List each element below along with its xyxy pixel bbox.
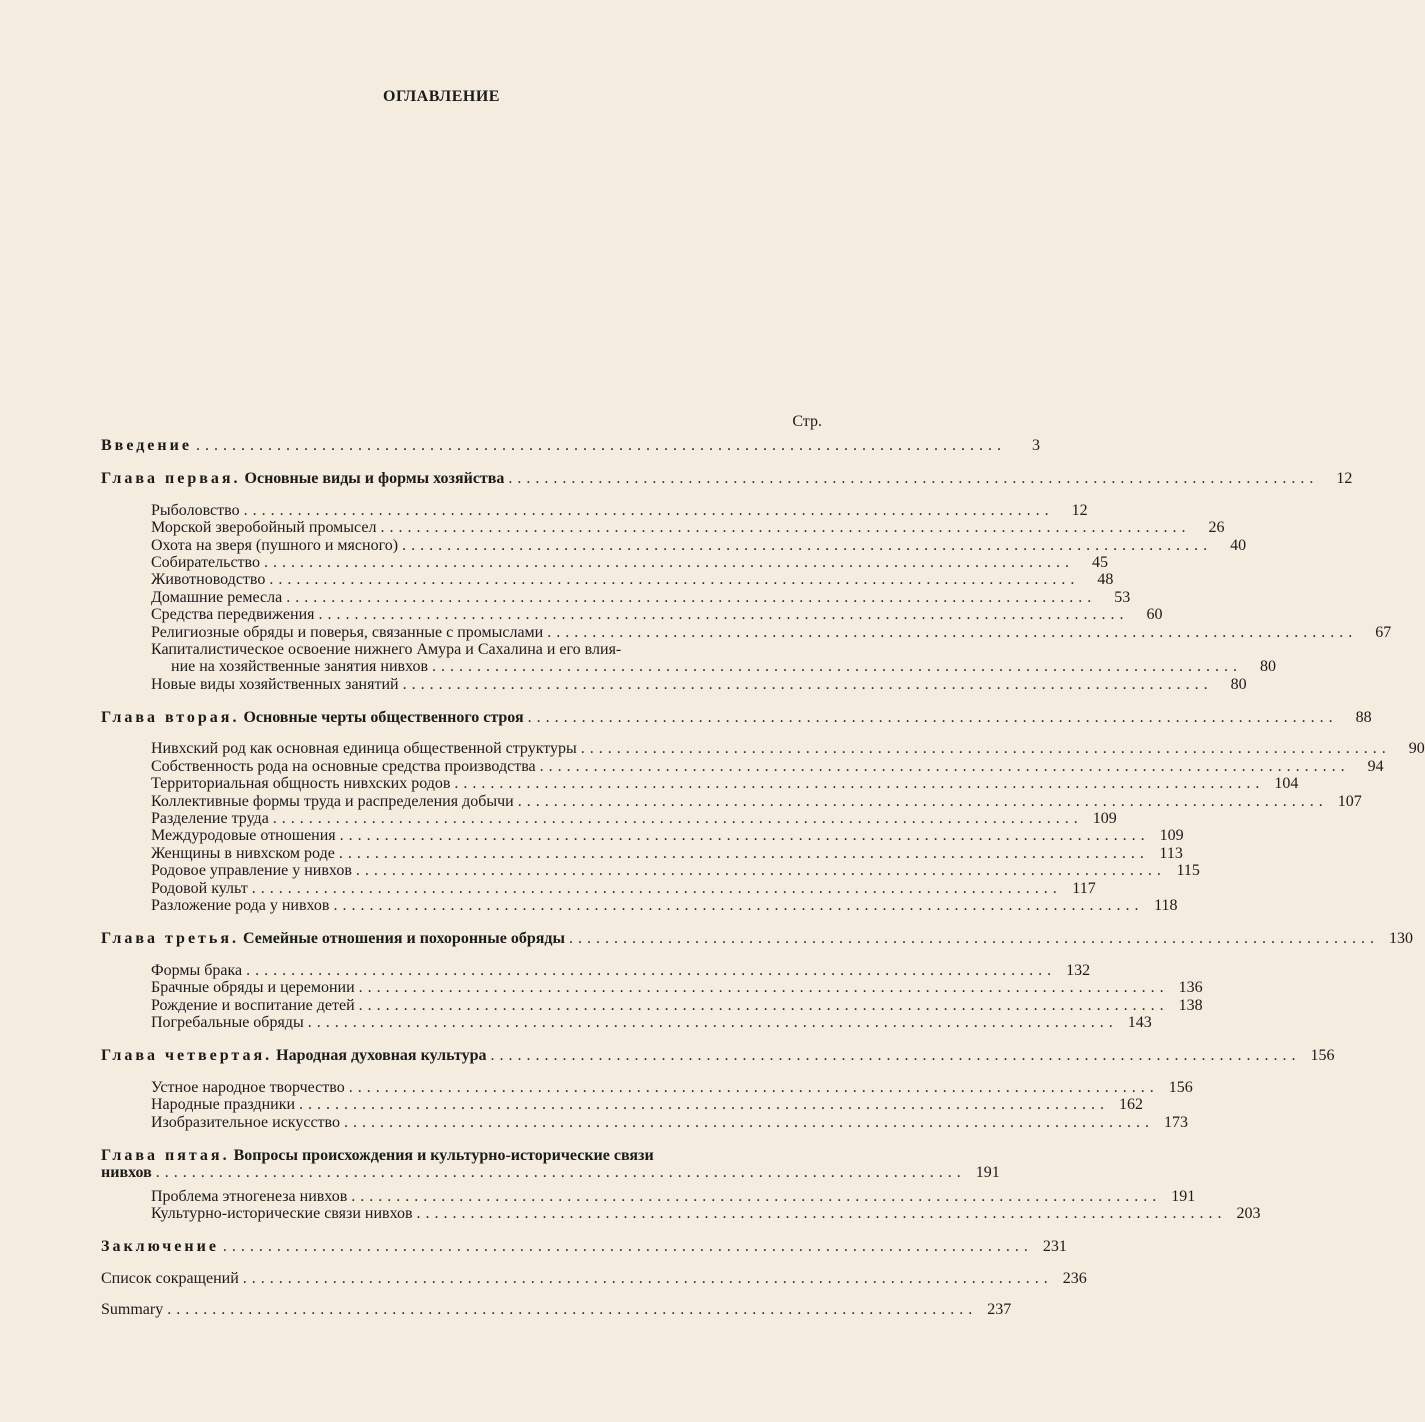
toc-label: Междуродовые отношения [151,827,336,845]
toc-label: Нивхский род как основная единица общественной структуры [151,740,577,758]
toc-page-number: 162 [1119,1096,1144,1114]
toc-label: Брачные обряды и церемонии [151,979,355,997]
chapter-title: Основные виды и формы хозяйства [244,470,505,488]
toc-label: Погребальные обряды [151,1013,304,1031]
toc-page-number: 117 [1072,879,1096,897]
toc-page-number: 132 [1066,961,1091,979]
leader-dots: .......................................................................................... [318,606,1129,624]
toc-chapter-continuation [101,1164,1000,1182]
leader-dots: .......................................................................................... [155,1164,966,1182]
toc-page-number: 203 [1236,1205,1261,1223]
chapter-title: Основные черты общественного строя [243,709,524,727]
toc-label: Новые виды хозяйственных занятий [151,675,399,693]
toc-entry-abbreviations [101,1269,1087,1287]
leader-dots: .......................................................................................... [539,757,1350,775]
toc-page-number: 107 [1337,792,1362,810]
toc-page-number: 80 [1230,675,1247,693]
toc-item [101,519,1225,537]
toc-page-number: 109 [1159,827,1184,845]
toc-item [101,827,1184,845]
toc-item [101,810,1117,828]
toc-item [101,844,1183,862]
leader-dots: .......................................................................................... [286,588,1097,606]
toc-label: Капиталистическое освоение нижнего Амура и Сахалина и его влия- [151,640,622,658]
chapter-prefix: Глава первая. [101,470,241,488]
leader-dots: .......................................................................................... [222,1238,1033,1256]
toc-page-number: 45 [1091,553,1108,571]
chapter-prefix: Глава третья. [101,930,240,948]
toc-entry-summary [101,1301,1012,1319]
toc-entry-intro [101,437,1040,454]
toc-page-number: 136 [1178,979,1203,997]
chapter-title-cont: нивхов [101,1164,152,1182]
toc-label: Разделение труда [151,810,269,828]
toc-page-number: 90 [1408,740,1425,758]
toc-page-number: 12 [1071,501,1088,519]
toc-chapter [101,709,1372,727]
toc-page-number: 138 [1178,996,1203,1014]
toc-page-number: 143 [1127,1013,1152,1031]
toc-item [101,536,1247,554]
toc-item [101,996,1203,1014]
toc-item [101,740,1425,758]
toc-item [101,658,1277,676]
toc-label: Женщины в нивхском роде [151,844,335,862]
leader-dots: .......................................................................................... [246,961,1057,979]
toc-item [101,1113,1188,1131]
toc-page-number: 156 [1168,1078,1193,1096]
toc-item [101,553,1108,571]
leader-dots: .......................................................................................... [195,437,1006,454]
leader-dots: .......................................................................................... [580,740,1391,758]
toc-item [101,757,1384,775]
toc-page-number: 104 [1274,775,1299,793]
toc-page-number: 53 [1114,588,1131,606]
toc-item [101,606,1163,624]
page-title: ОГЛАВЛЕНИЕ [383,88,500,105]
toc-label: Домашние ремесла [151,588,283,606]
leader-dots: .......................................................................................... [167,1301,978,1319]
chapter-title: Вопросы происхождения и культурно-исторические связи [233,1146,654,1164]
toc-label: Собирательство [151,553,260,571]
toc-item [101,896,1178,914]
toc-page-number: 113 [1159,844,1183,862]
toc-label: Религиозные обряды и поверья, связанные с промыслами [151,623,544,641]
toc-page-number: 3 [1031,437,1040,454]
chapter-prefix: Глава вторая. [101,709,240,727]
toc-page-number: 80 [1260,658,1277,676]
toc-item [101,675,1247,693]
chapter-title: Семейные отношения и похоронные обряды [243,930,565,948]
leader-dots: .......................................................................................... [517,792,1328,810]
page-column-label: Стр. [792,413,822,430]
toc-label: Разложение рода у нивхов [151,896,330,914]
toc-chapter [101,1147,820,1164]
toc-page-number: 191 [1171,1187,1196,1205]
leader-dots: .......................................................................................... [269,571,1080,589]
toc-label: Территориальная общность нивхских родов [151,775,451,793]
leader-dots: .......................................................................................... [251,879,1062,897]
leader-dots: .......................................................................................... [355,862,1166,880]
toc-label: Животноводство [151,571,266,589]
toc-label: Охота на зверя (пушного и мясного) [151,536,399,554]
leader-dots: .......................................................................................... [527,709,1338,727]
leader-dots: .......................................................................................... [351,1187,1162,1205]
toc-item [101,1096,1144,1114]
leader-dots: .......................................................................................... [508,470,1319,488]
leader-dots: .......................................................................................... [333,896,1144,914]
toc-page-number: 130 [1388,930,1413,948]
toc-page-number: 237 [987,1301,1012,1319]
toc-item [101,1078,1193,1096]
toc-item [101,1205,1261,1223]
toc-page-number: 191 [975,1164,1000,1182]
toc-label: Список сокращений [101,1269,239,1287]
toc-page-number: 118 [1154,896,1178,914]
toc-page-number: 88 [1355,709,1372,727]
leader-dots: .......................................................................................... [568,930,1379,948]
toc-page-number: 115 [1176,862,1200,880]
toc-label: Собственность рода на основные средства производства [151,757,536,775]
leader-dots: .......................................................................................... [490,1047,1301,1065]
toc-item [101,641,820,658]
toc-label: ние на хозяйственные занятия нивхов [171,658,429,676]
leader-dots: .......................................................................................... [380,519,1191,537]
toc-item [101,1013,1152,1031]
toc-page-number: 12 [1336,470,1353,488]
toc-page-number: 109 [1092,810,1117,828]
toc-entry-conclusion [101,1238,1067,1256]
toc-page-number: 231 [1042,1238,1067,1256]
toc-label: Коллективные формы труда и распределения добычи [151,792,514,810]
leader-dots: .......................................................................................... [402,675,1213,693]
leader-dots: .......................................................................................... [358,996,1169,1014]
toc-page-number: 48 [1097,571,1114,589]
toc-label: Рыболовство [151,501,240,519]
toc-chapter [101,470,1353,488]
chapter-title: Народная духовная культура [276,1047,487,1065]
toc-item [101,623,1392,641]
toc-page-number: 94 [1367,757,1384,775]
toc-page-number: 60 [1146,606,1163,624]
toc-page-number: 156 [1310,1047,1335,1065]
leader-dots: .......................................................................................... [344,1113,1154,1131]
chapter-prefix: Глава пятая. [101,1146,230,1164]
toc-label: Изобразительное искусство [151,1113,340,1131]
table-of-contents [101,437,1425,1319]
toc-item [101,775,1299,793]
toc-page-number: 173 [1164,1113,1188,1131]
toc-chapter [101,1047,1335,1065]
toc-page-number: 236 [1062,1269,1087,1287]
leader-dots: .......................................................................................... [263,553,1074,571]
toc-label: Формы брака [151,961,243,979]
toc-item [101,1187,1196,1205]
toc-label: Народные праздники [151,1096,296,1114]
leader-dots: .......................................................................................... [272,810,1083,828]
leader-dots: .......................................................................................... [358,979,1169,997]
leader-dots: .......................................................................................... [454,775,1265,793]
toc-page-number: 26 [1208,519,1225,537]
leader-dots: .......................................................................................... [432,658,1243,676]
toc-label: Устное народное творчество [151,1078,345,1096]
leader-dots: .......................................................................................... [338,844,1149,862]
toc-label: Summary [101,1301,164,1319]
leader-dots: .......................................................................................... [339,827,1150,845]
toc-label: Морской зверобойный промысел [151,519,377,537]
toc-label: Проблема этногенеза нивхов [151,1187,348,1205]
leader-dots: .......................................................................................... [348,1078,1159,1096]
toc-chapter [101,930,1413,948]
leader-dots: .......................................................................................... [402,536,1213,554]
leader-dots: .......................................................................................... [307,1013,1118,1031]
toc-label: Родовой культ [151,879,248,897]
toc-item [101,792,1362,810]
toc-page-number: 67 [1375,623,1392,641]
toc-label: Введение [101,437,192,454]
toc-item [101,961,1091,979]
toc-label: Средства передвижения [151,606,315,624]
leader-dots: .......................................................................................... [299,1096,1110,1114]
toc-item [101,979,1203,997]
leader-dots: .......................................................................................... [243,501,1054,519]
leader-dots: .......................................................................................... [242,1269,1053,1287]
toc-label: Родовое управление у нивхов [151,862,352,880]
toc-label: Культурно-исторические связи нивхов [151,1205,413,1223]
leader-dots: .......................................................................................... [416,1205,1227,1223]
toc-page-number: 40 [1230,536,1247,554]
toc-item [101,571,1114,589]
toc-label: Заключение [101,1238,219,1256]
toc-item [101,501,1088,519]
toc-item [101,879,1096,897]
leader-dots: .......................................................................................... [547,623,1358,641]
toc-item [101,862,1200,880]
chapter-prefix: Глава четвертая. [101,1047,273,1065]
toc-label: Рождение и воспитание детей [151,996,355,1014]
toc-item [101,588,1131,606]
